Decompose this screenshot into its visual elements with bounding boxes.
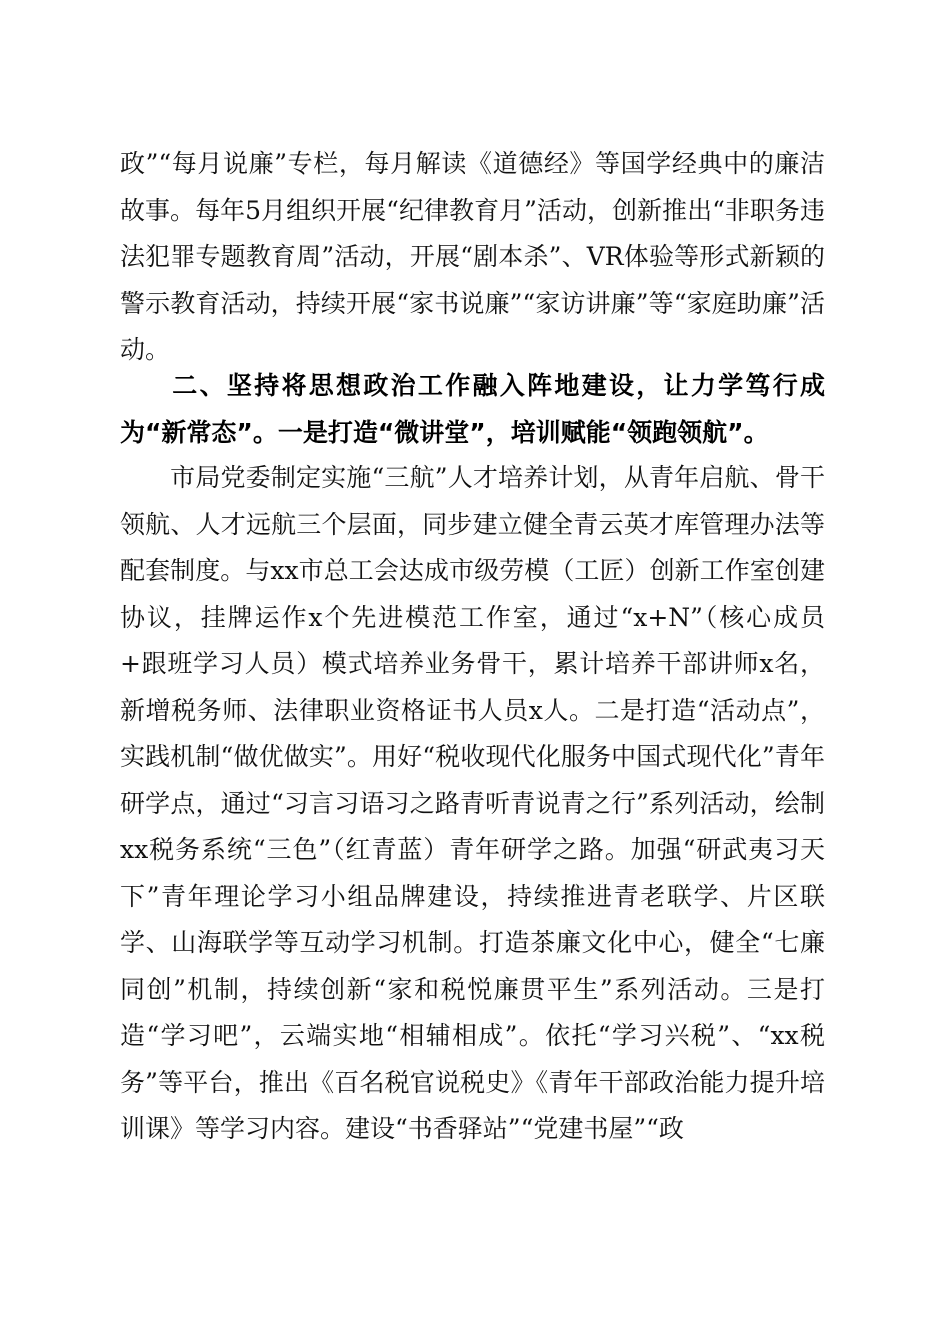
- body-paragraph: [120, 455, 825, 1153]
- continuation-paragraph: 政”“每月说廉”专栏，每月解读《道德经》等国学经典中的廉洁故事。每年5月组织开展“纪律教育月”活动，创新推出“非职务违法犯罪专题教育周”活动，开展“剧本杀”、VR体验等形式新颖的警示教育活动，持续开展“家书说廉”“家访讲廉”等“家庭助廉”活动。: [120, 149, 825, 364]
- section-heading: [120, 362, 825, 456]
- body-paragraph-text: 市局党委制定实施“三航”人才培养计划，从青年启航、骨干领航、人才远航三个层面，同步建立健全青云英才库管理办法等配套制度。与xx市总工会达成市级劳模（工匠）创新工作室创建协议，挂牌运作x个先进模范工作室，通过“x+N”（核心成员+跟班学习人员）模式培养业务骨干，累计培养干部讲师x名，新增税务师、法律职业资格证书人员x人。二是打造“活动点”，实践机制“做优做实”。用好“税收现代化服务中国式现代化”青年研学点，通过“习言习语习之路青听青说青之行”系列活动，绘制xx税务系统“三色”（红青蓝）青年研学之路。加强“研武夷习天下”青年理论学习小组品牌建设，持续推进青老联学、片区联学、山海联学等互动学习机制。打造茶廉文化中心，健全“七廉同创”机制，持续创新“家和税悦廉贯平生”系列活动。三是打造“学习吧”，云端实地“相辅相成”。依托“学习兴税”、“xx税务”等平台，推出《百名税官说税史》《青年干部政治能力提升培训课》等学习内容。建设“书香驿站”“党建书屋”“政: [120, 463, 825, 1143]
- section-heading-text: 二、坚持将思想政治工作融入阵地建设，让力学笃行成为“新常态”。一是打造“微讲堂”，培训赋能“领跑领航”。: [120, 371, 825, 447]
